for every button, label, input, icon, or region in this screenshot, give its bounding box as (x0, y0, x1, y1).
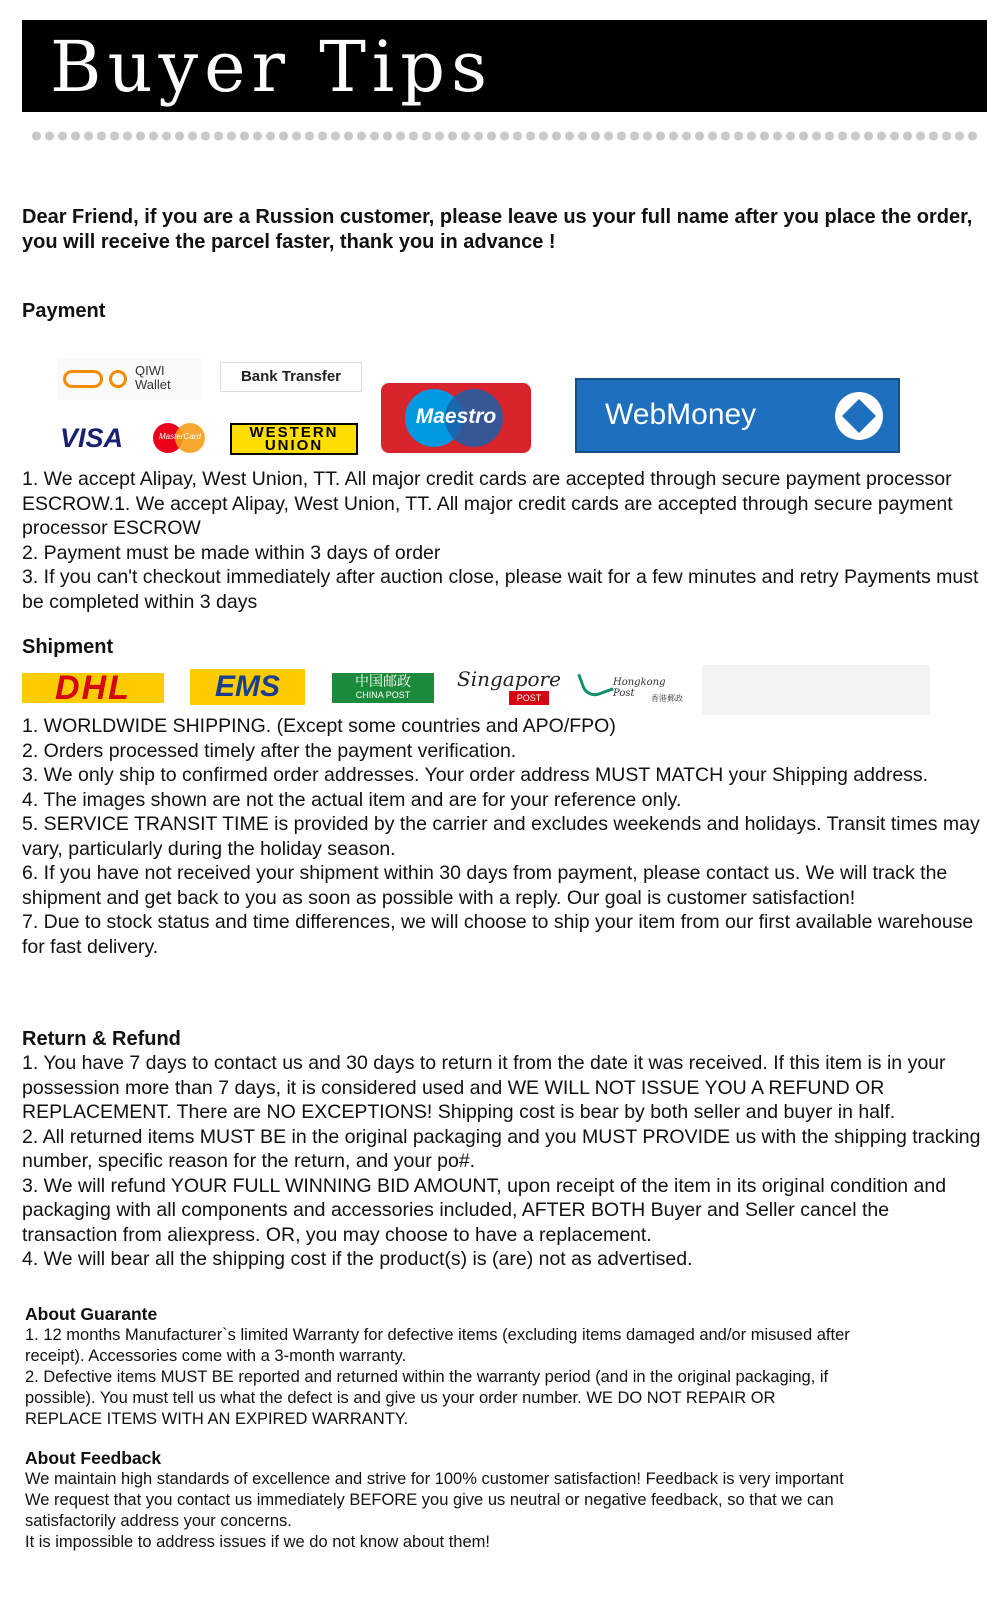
qiwi-wallet-logo: QIWI Wallet (57, 358, 202, 400)
list-item: It is impossible to address issues if we do not know about them! (25, 1533, 490, 1551)
ems-logo: EMS (190, 669, 305, 705)
payment-heading: Payment (22, 300, 106, 322)
intro-notice: Dear Friend, if you are a Russion customer, please leave us your full name after you place the order, you will receive the parcel faster, thank you in advance ! (22, 206, 973, 253)
list-item: 5. SERVICE TRANSIT TIME is provided by the carrier and excludes weekends and holidays. Transit times may vary, particularly during the holiday season. (22, 813, 980, 860)
maestro-logo: Maestro (381, 383, 531, 453)
shipment-heading: Shipment (22, 636, 114, 658)
shipment-logos (22, 665, 932, 715)
mastercard-logo: MasterCard (153, 423, 223, 453)
list-item: 2. Orders processed timely after the payment verification. (22, 739, 517, 762)
singapore-post-logo: Singapore POST (457, 667, 561, 703)
list-item: 1. You have 7 days to contact us and 30 days to return it from the date it was received. If this item is in your possession more than 7 days, it is considered used and WE WILL NOT ISSUE YOU A REFUND OR REPLACEMENT. There are NO EXCEPTIONS! Shipping cost is bear by both seller and buyer in half. (22, 1052, 946, 1123)
list-item: 1. WORLDWIDE SHIPPING. (Except some countries and APO/FPO) (22, 715, 616, 737)
feedback-section (25, 1448, 855, 1553)
page-title: Buyer Tips (50, 26, 494, 108)
list-item: 4. We will bear all the shipping cost if the product(s) is (are) not as advertised. (22, 1248, 693, 1270)
list-item: 4. The images shown are not the actual item and are for your reference only. (22, 788, 682, 811)
webmoney-globe-icon (835, 392, 883, 440)
payment-list (22, 467, 987, 614)
visa-logo: VISA (60, 423, 124, 453)
payment-logos (45, 348, 935, 463)
western-union-logo: WESTERN UNION (230, 423, 358, 455)
list-item: We maintain high standards of excellence and strive for 100% customer satisfaction! Feedback is very important We request that you contact us immediately BEFORE you give us neutral or negative feedback, so that we can satisfactorily address your concerns. (25, 1470, 844, 1530)
list-item: 2. Defective items MUST BE reported and returned within the warranty period (and in the original packaging, if possible). You must tell us what the defect is and give us your order number. WE DO NOT REPAIR OR REPLACE ITEMS WITH AN EXPIRED WARRANTY. (25, 1368, 829, 1428)
list-item: 2. All returned items MUST BE in the original packaging and you MUST PROVIDE us with the shipping tracking number, specific reason for the return, and your po#. (22, 1125, 981, 1172)
china-post-logo: 中国邮政 CHINA POST (332, 673, 434, 703)
list-item: 3. We only ship to confirmed order addresses. Your order address MUST MATCH your Shipping address. (22, 764, 929, 786)
bank-transfer-logo: Bank Transfer (220, 362, 362, 392)
list-item: 1. 12 months Manufacturer`s limited Warranty for defective items (excluding items damaged and/or misused after receipt). Accessories come with a 3-month warranty. (25, 1326, 850, 1365)
guarantee-section (25, 1304, 855, 1430)
refund-list (22, 1051, 987, 1272)
refund-heading: Return & Refund (22, 1028, 181, 1050)
logo-placeholder (702, 665, 930, 715)
list-item: 1. We accept Alipay, West Union, TT. All major credit cards are accepted through secure payment processor ESCROW.1. We accept Alipay, West Union, TT. All major credit cards are accepted through secure payment processor ESCROW (22, 468, 953, 539)
list-item: 3. We will refund YOUR FULL WINNING BID AMOUNT, upon receipt of the item in its original condition and packaging with all components and accessories included, AFTER BOTH Buyer and Seller cancel the transaction from aliexpress. OR, you may choose to have a replacement. (22, 1174, 947, 1246)
dhl-logo: DHL (22, 673, 164, 703)
webmoney-logo: WebMoney (575, 378, 900, 453)
feedback-heading: About Feedback (25, 1448, 162, 1468)
list-item: 6. If you have not received your shipment within 30 days from payment, please contact us. We will track the shipment and get back to you as soon as possible with a reply. Our goal is customer satisfaction! (22, 862, 948, 909)
list-item: 3. If you can't checkout immediately after auction close, please wait for a few minutes and retry Payments must be completed within 3 days (22, 566, 979, 613)
header-banner (22, 20, 987, 112)
list-item: 7. Due to stock status and time differences, we will choose to ship your item from our first available warehouse for fast delivery. (22, 911, 974, 958)
guarantee-heading: About Guarante (25, 1304, 158, 1324)
hongkong-post-logo: Hongkong Post 香港郵政 (577, 665, 687, 709)
list-item: 2. Payment must be made within 3 days of order (22, 541, 441, 564)
shipment-list (22, 714, 987, 959)
dotted-divider (30, 130, 980, 142)
